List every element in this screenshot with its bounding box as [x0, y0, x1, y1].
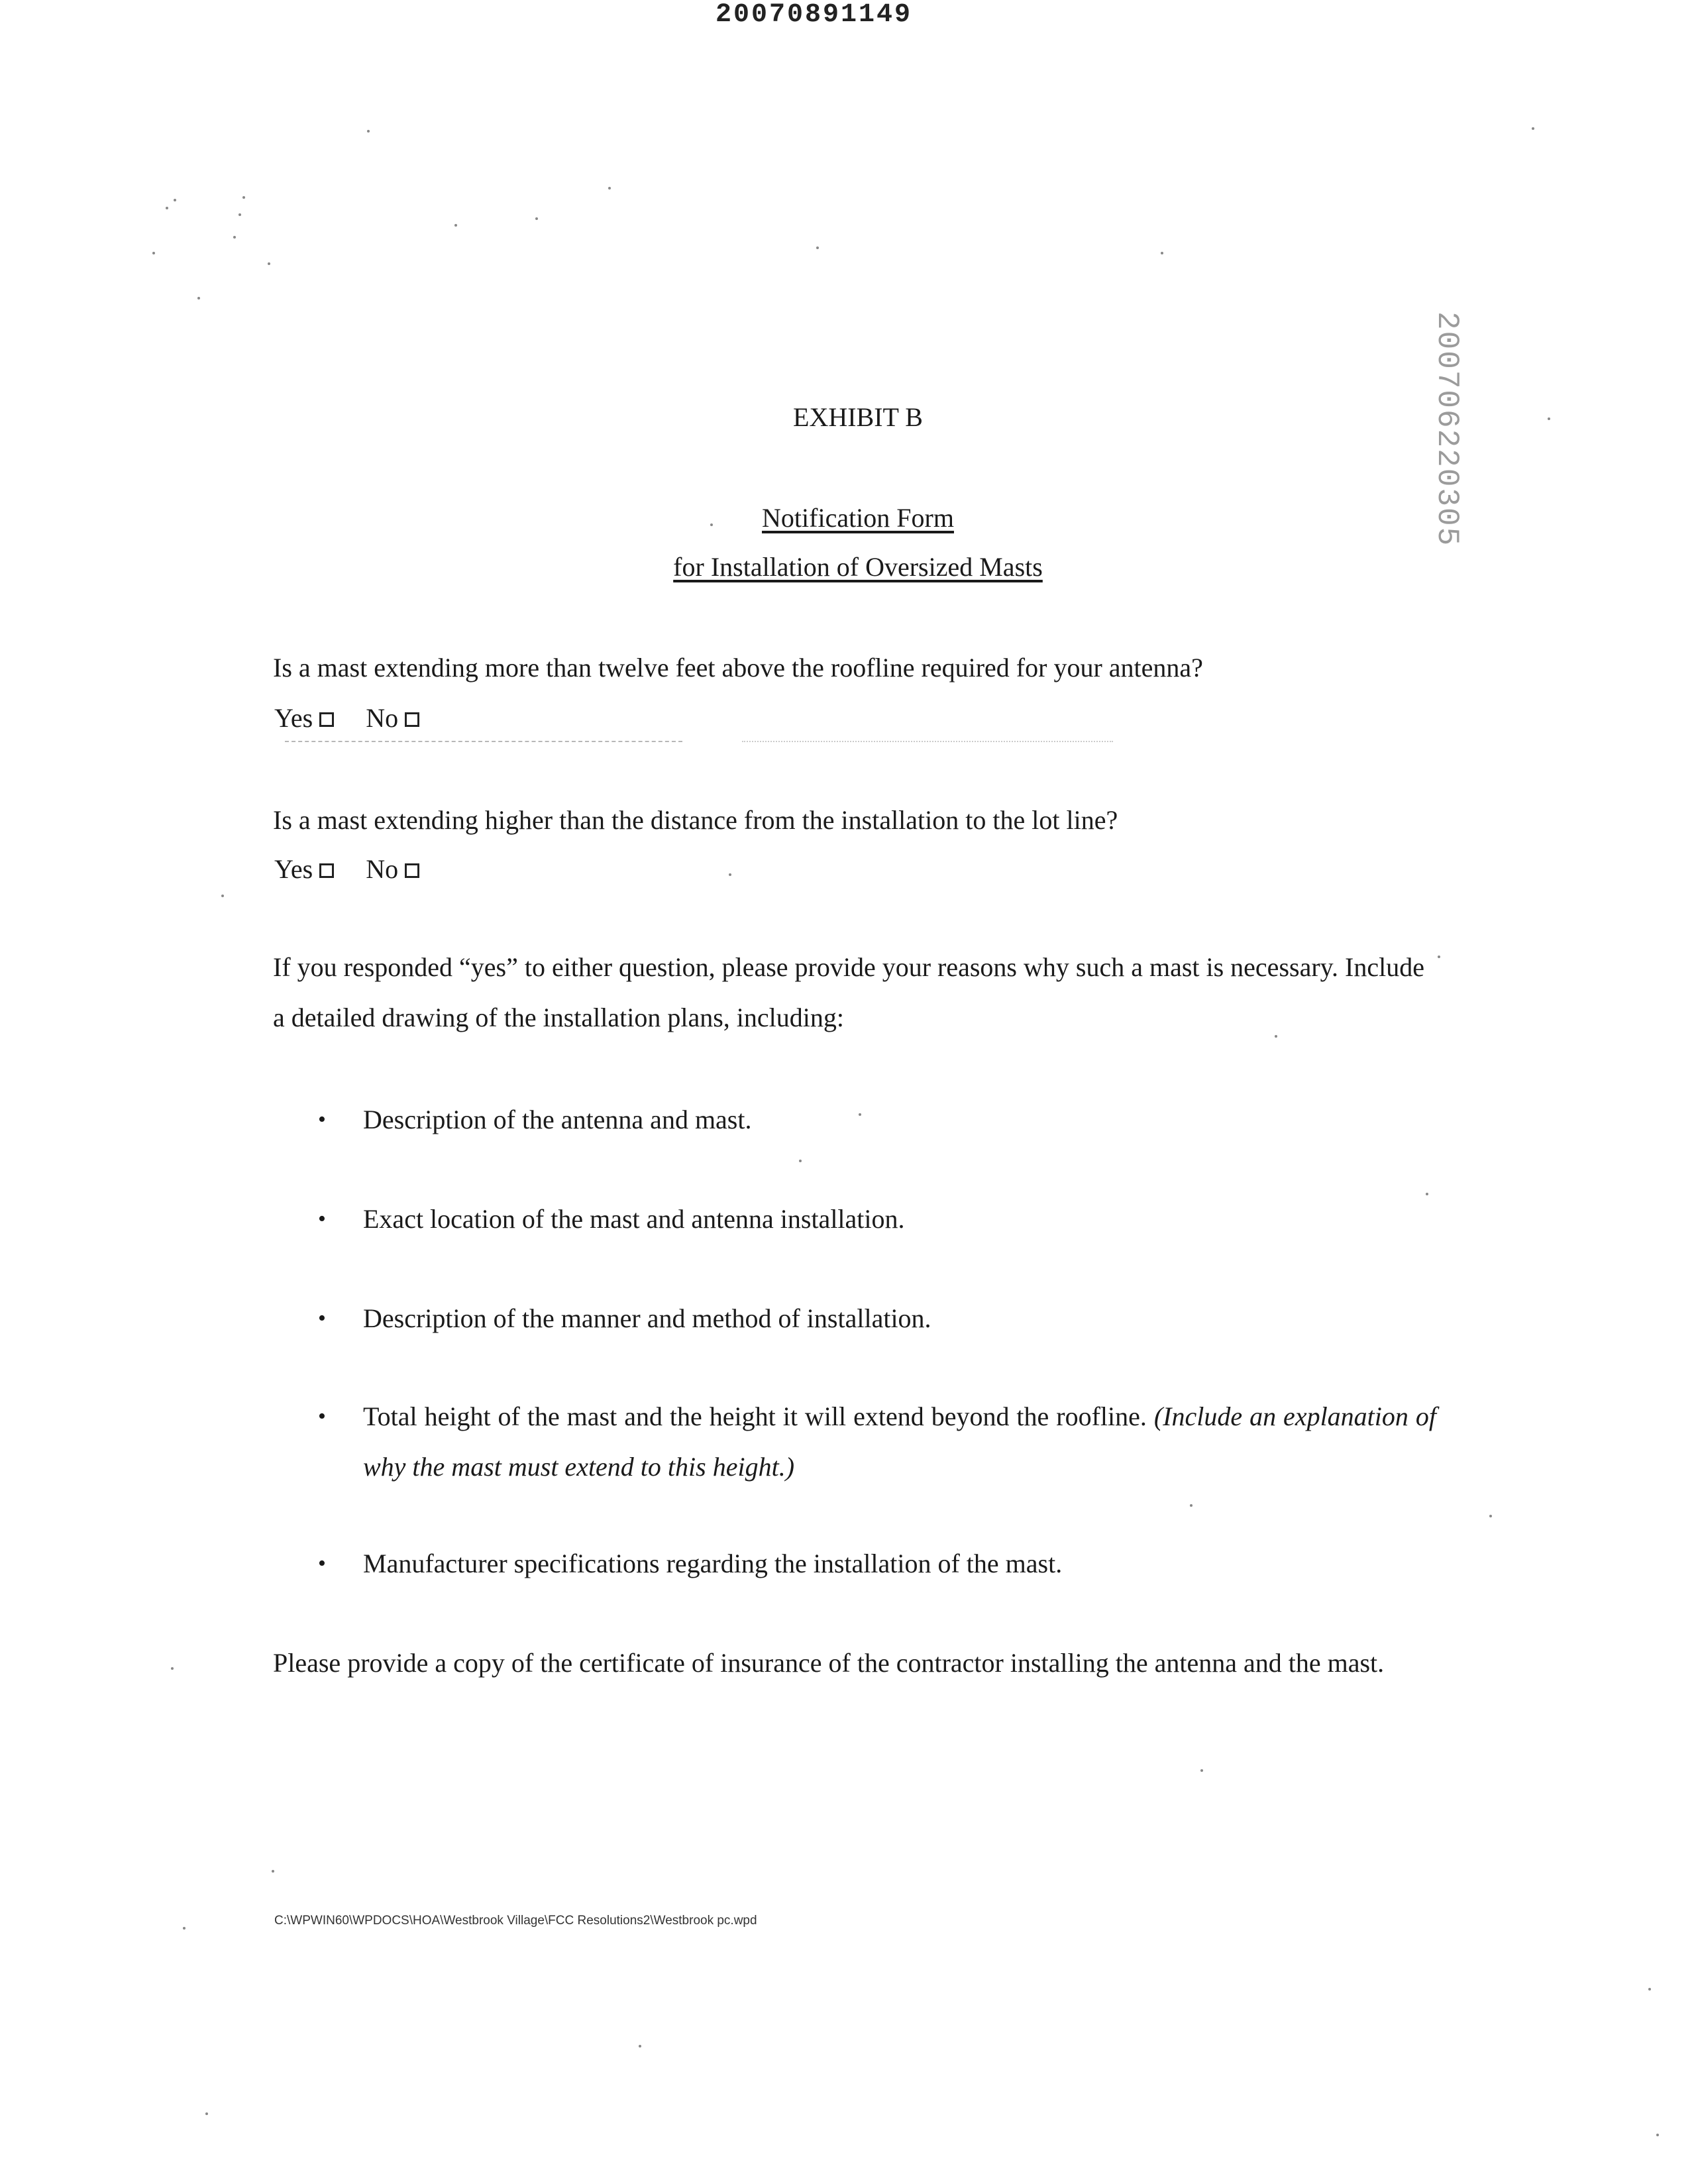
bullet-marker: •: [318, 1207, 326, 1231]
scan-artifact-line: [742, 741, 1113, 742]
scan-speck: [1426, 1193, 1428, 1195]
scan-speck: [205, 2112, 208, 2115]
scan-speck: [183, 1927, 186, 1930]
scan-speck: [1200, 1769, 1203, 1772]
scan-speck: [729, 873, 731, 876]
bullet-marker: •: [318, 1107, 326, 1132]
bullet-text: Description of the antenna and mast.: [363, 1105, 752, 1134]
side-stamp: 200706220305: [1430, 311, 1464, 547]
question-1: Is a mast extending more than twelve feet above the roofline required for your antenna?: [273, 653, 1203, 682]
scan-speck: [1275, 1035, 1277, 1038]
scan-speck: [242, 196, 245, 199]
form-subtitle: for Installation of Oversized Masts: [673, 552, 1043, 582]
scan-speck: [1548, 417, 1550, 420]
question-1-no-checkbox[interactable]: [405, 712, 419, 727]
no-label: No: [366, 703, 399, 733]
bullet-text: Description of the manner and method of installation.: [363, 1303, 931, 1333]
scan-speck: [639, 2045, 641, 2048]
yes-label: Yes: [274, 854, 313, 884]
document-number: 20070891149: [716, 0, 913, 30]
scan-speck: [859, 1113, 861, 1116]
reasons-paragraph: If you responded “yes” to either question, please provide your reasons why such a mast is necessary. Include a detailed drawing of the installation plans, including:: [273, 952, 1424, 1032]
question-2-yes-option[interactable]: [274, 853, 334, 885]
scan-speck: [1648, 1988, 1651, 1991]
question-2-yes-checkbox[interactable]: [319, 863, 334, 878]
scan-speck: [454, 224, 457, 227]
bullet-marker: •: [318, 1306, 326, 1331]
scan-speck: [367, 130, 370, 133]
question-2-answers: [274, 853, 419, 885]
question-2-no-option[interactable]: [366, 853, 419, 885]
bullet-marker: •: [318, 1404, 326, 1429]
scan-speck: [171, 1667, 174, 1670]
scan-speck: [1532, 127, 1534, 130]
scan-speck: [1161, 252, 1163, 254]
question-2-no-checkbox[interactable]: [405, 863, 419, 878]
form-title: Notification Form: [762, 503, 954, 533]
scan-speck: [166, 207, 168, 209]
scan-speck: [710, 523, 713, 526]
bullet-text: Manufacturer specifications regarding the installation of the mast.: [363, 1549, 1063, 1578]
scan-speck: [608, 187, 611, 190]
scan-speck: [816, 246, 819, 249]
footer-file-path: C:\WPWIN60\WPDOCS\HOA\Westbrook Village\FCC Resolutions2\Westbrook pc.wpd: [274, 1914, 757, 1928]
scan-speck: [535, 217, 538, 220]
insurance-paragraph: Please provide a copy of the certificate of insurance of the contractor installing the antenna and the mast.: [273, 1648, 1385, 1678]
bullet-italic-note: (Include an explanation of why the mast must extend to this height.): [363, 1401, 1436, 1482]
bullet-text: Total height of the mast and the height it will extend beyond the roofline.: [363, 1401, 1147, 1431]
scan-speck: [197, 297, 200, 300]
scan-speck: [174, 199, 176, 201]
scan-speck: [221, 895, 224, 897]
question-1-no-option[interactable]: [366, 702, 419, 734]
bullet-text-with-note: [363, 1392, 1436, 1492]
scan-speck: [233, 236, 236, 239]
scan-speck: [1656, 2134, 1659, 2136]
yes-label: Yes: [274, 703, 313, 733]
scan-speck: [268, 262, 270, 265]
bullet-marker: •: [318, 1551, 326, 1576]
question-1-yes-checkbox[interactable]: [319, 712, 334, 727]
scan-artifact-line: [285, 741, 682, 742]
scan-speck: [1190, 1504, 1192, 1507]
no-label: No: [366, 854, 399, 884]
scan-speck: [1489, 1515, 1492, 1517]
question-1-answers: [274, 702, 419, 734]
question-2: Is a mast extending higher than the distance from the installation to the lot line?: [273, 805, 1118, 835]
scan-speck: [152, 252, 155, 254]
exhibit-label: EXHIBIT B: [793, 402, 923, 432]
bullet-text: Exact location of the mast and antenna installation.: [363, 1204, 905, 1234]
scan-speck: [1438, 956, 1440, 958]
question-1-yes-option[interactable]: [274, 702, 334, 734]
scan-speck: [272, 1870, 274, 1873]
scan-speck: [238, 213, 241, 216]
scan-speck: [799, 1160, 802, 1162]
